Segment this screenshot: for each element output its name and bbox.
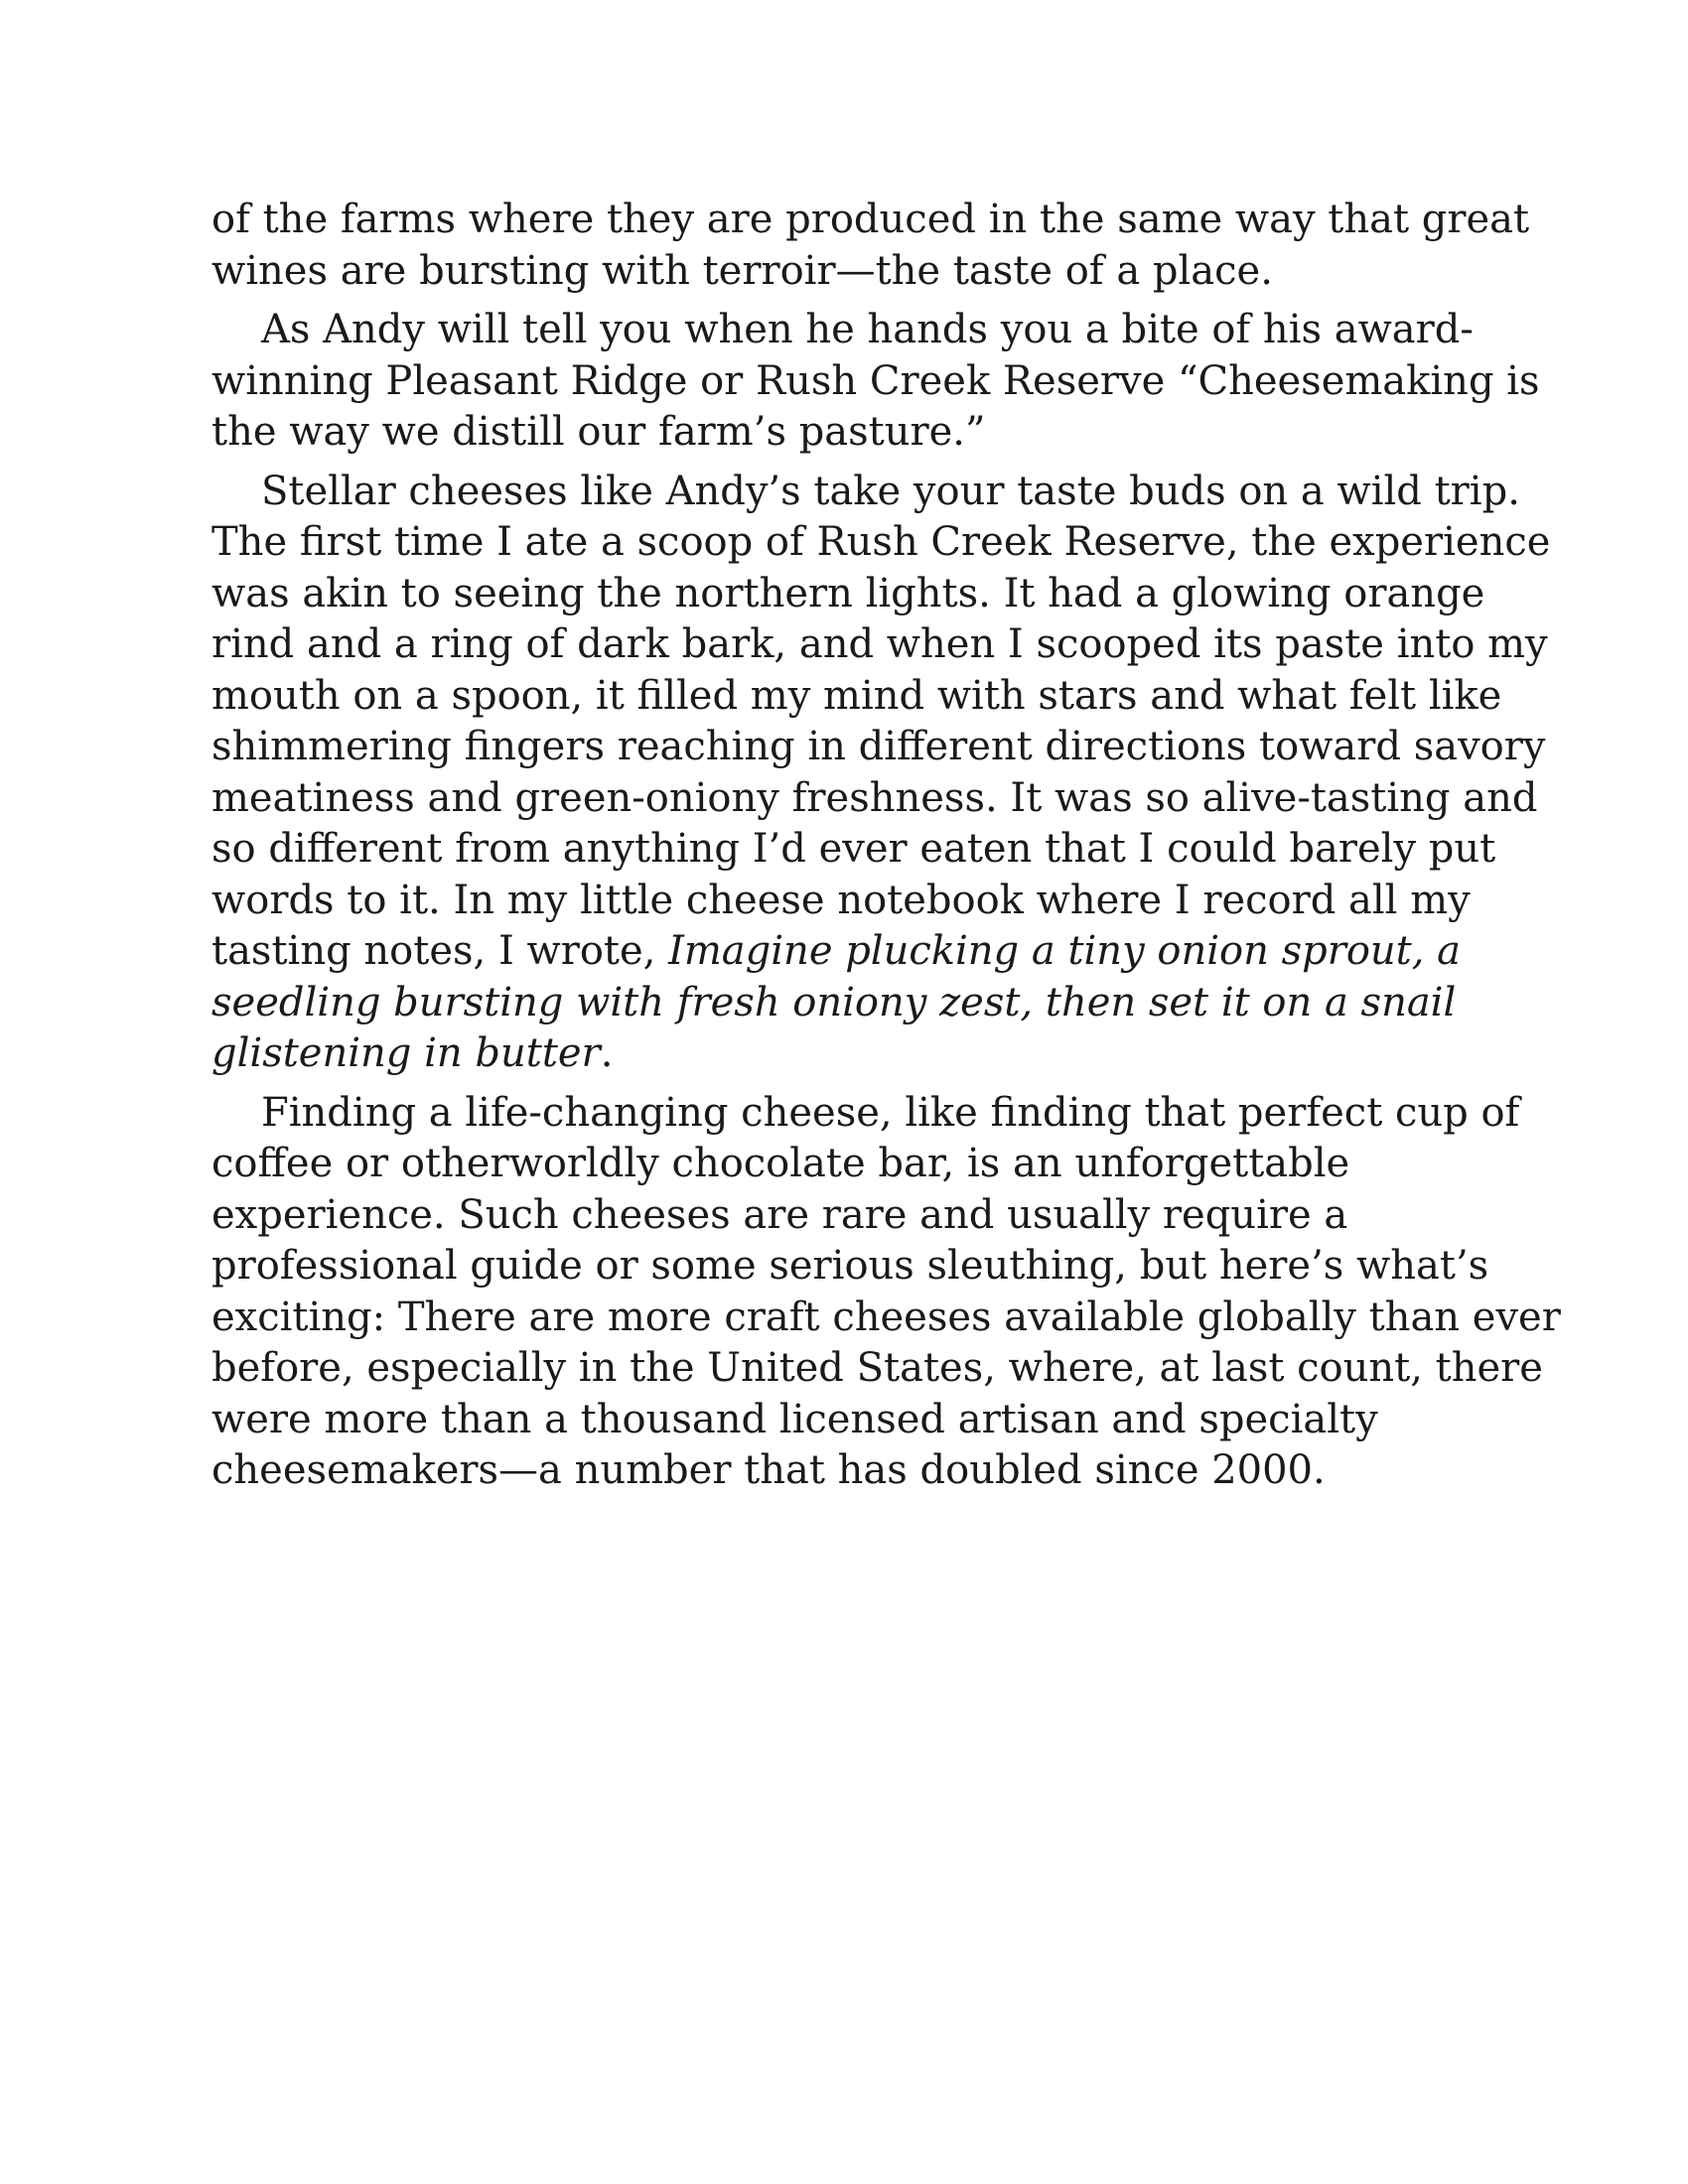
text-run: winning Pleasant Ridge or Rush Creek Reserve “Cheesemaking is xyxy=(211,357,1540,404)
paragraph xyxy=(211,1088,1561,1497)
italic-text: glistening in butter xyxy=(211,1030,601,1076)
text-line xyxy=(211,195,1530,246)
text-line xyxy=(211,569,1502,620)
text-line xyxy=(211,671,1502,723)
text-line xyxy=(211,619,1548,671)
text-run: coffee or otherworldly chocolate bar, is an unforgettable xyxy=(211,1141,1350,1186)
text-line xyxy=(211,1445,1502,1497)
text-run: so different from anything I’d ever eaten that I could barely put xyxy=(211,826,1496,872)
text-line xyxy=(211,1241,1502,1293)
text-run: cheesemakers—a number that has doubled since 2000. xyxy=(211,1447,1326,1493)
paragraph xyxy=(211,195,1530,297)
text-line xyxy=(211,1139,1502,1190)
text-line xyxy=(211,876,1502,927)
text-run: meatiness and green-oniony freshness. It was so alive-tasting and xyxy=(211,774,1538,821)
text-line xyxy=(211,1293,1561,1344)
italic-text: Imagine plucking a tiny onion sprout, a xyxy=(668,928,1462,974)
text-line xyxy=(211,517,1551,569)
text-run: The first time I ate a scoop of Rush Creek Reserve, the experience xyxy=(211,519,1551,565)
text-line xyxy=(211,1028,1502,1080)
text-line xyxy=(211,305,1502,356)
text-line xyxy=(211,1088,1520,1140)
text-run: Finding a life-changing cheese, like finding that perfect cup of xyxy=(261,1089,1520,1136)
text-run: shimmering fingers reaching in different directions toward savory xyxy=(211,724,1546,769)
text-line xyxy=(211,467,1520,518)
text-line xyxy=(211,246,1502,298)
text-line xyxy=(211,824,1502,876)
text-run: As Andy will tell you when he hands you a bite of his award- xyxy=(261,307,1474,352)
text-line xyxy=(211,356,1540,408)
text-run: mouth on a spoon, it filled my mind with stars and what felt like xyxy=(211,672,1502,719)
text-run: tasting notes, I wrote, xyxy=(211,928,669,974)
text-run: experience. Such cheeses are rare and usually require a xyxy=(211,1191,1348,1238)
text-line xyxy=(211,407,1502,459)
text-run: Stellar cheeses like Andy’s take your taste buds on a wild trip. xyxy=(261,468,1520,514)
paragraph xyxy=(211,305,1540,459)
text-line xyxy=(211,722,1546,773)
text-run: professional guide or some serious sleuthing, but here’s what’s xyxy=(211,1243,1489,1289)
text-run: exciting: There are more craft cheeses available globally than ever xyxy=(211,1294,1561,1340)
text-line xyxy=(211,926,1502,978)
text-run: rind and a ring of dark bark, and when I scooped its paste into my xyxy=(211,621,1548,667)
body-text xyxy=(211,195,1561,1505)
text-run: of the farms where they are produced in the same way that great xyxy=(211,197,1530,242)
text-run: . xyxy=(600,1030,614,1076)
text-run: wines are bursting with terroir—the taste of a place. xyxy=(211,247,1273,294)
text-line xyxy=(211,1395,1502,1446)
text-line xyxy=(211,978,1502,1029)
text-run: the way we distill our farm’s pasture.” xyxy=(211,409,986,455)
italic-text: seedling bursting with fresh oniony zest, then set it on a snail xyxy=(211,979,1457,1025)
text-line xyxy=(211,773,1538,825)
text-run: was akin to seeing the northern lights. It had a glowing orange xyxy=(211,570,1485,616)
text-run: before, especially in the United States, where, at last count, there xyxy=(211,1345,1543,1391)
paragraph xyxy=(211,467,1551,1080)
text-line xyxy=(211,1343,1543,1395)
text-run: were more than a thousand licensed artisan and specialty xyxy=(211,1396,1378,1442)
text-run: words to it. In my little cheese notebook where I record all my xyxy=(211,877,1471,923)
text-line xyxy=(211,1190,1502,1242)
